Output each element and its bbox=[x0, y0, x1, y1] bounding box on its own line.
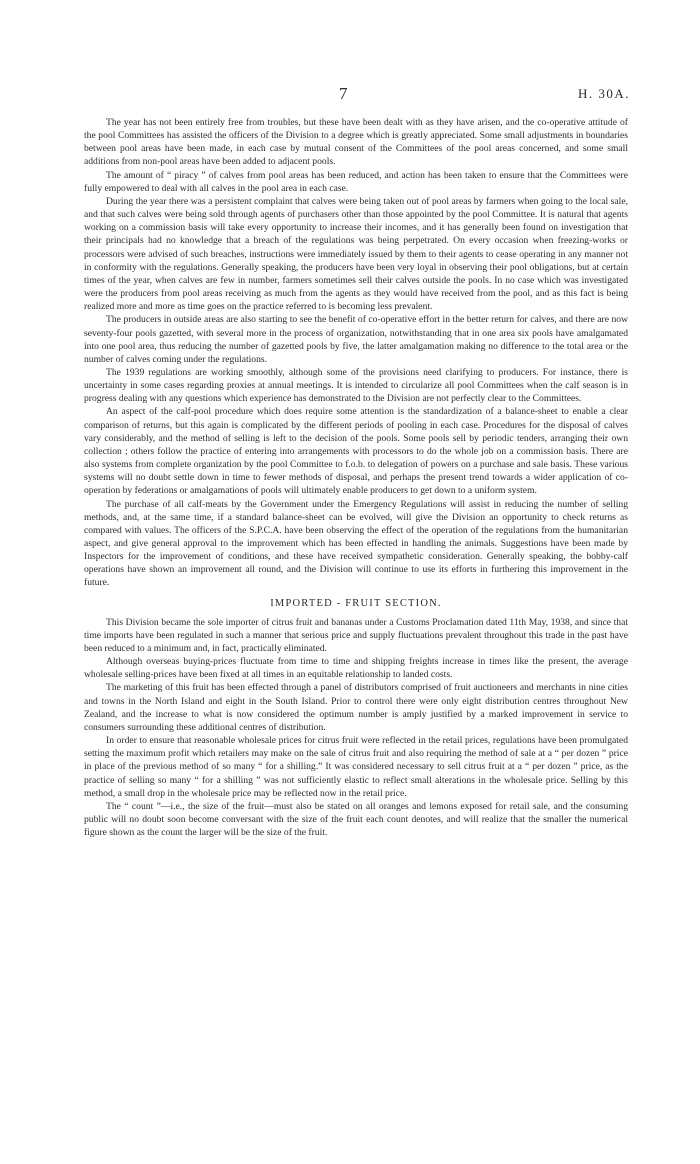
paragraph: The 1939 regulations are working smoothly, although some of the provisions need clarifying to producers. For instance, there is uncertainty in some cases regarding proxies at annual meetings. It is intended to circularize all pool Committees when the calf season is in progress dealing with any questions which experience has demonstrated to the Division are not perfectly clear to the Committees. bbox=[84, 366, 628, 405]
paragraph: The marketing of this fruit has been effected through a panel of distributors comprised of fruit auctioneers and merchants in nine cities and towns in the North Island and eight in the South Island. Prior to control there were only eight distribution centres throughout New Zealand, and the increase to what is now considered the optimum number is amply justified by a marked improvement in service to consumers surrounding these additional centres of distribution. bbox=[84, 682, 628, 733]
imported-fruit-section bbox=[84, 616, 628, 840]
paragraph: In order to ensure that reasonable wholesale prices for citrus fruit were reflected in the retail prices, regulations have been promulgated setting the maximum profit which retailers may make on the sale of citrus fruit and also requiring the method of sale at a “ per dozen ” price in place of the previous method of so many “ for a shilling.” It was considered necessary to sell citrus fruit at a “ per dozen ” price, as the practice of selling so many “ for a shilling ” was not sufficiently elastic to reflect small alterations in the wholesale price. Selling by this method, a small drop in the wholesale price may be reflected now in the retail price. bbox=[84, 735, 628, 799]
paragraph: This Division became the sole importer of citrus fruit and bananas under a Customs Proclamation dated 11th May, 1938, and since that time imports have been regulated in such a manner that serious price and supply fluctuations prevalent throughout this trade in the past have been reduced to a minimum and, in fact, practically eliminated. bbox=[84, 616, 628, 654]
paragraph: The purchase of all calf-meats by the Government under the Emergency Regulations will assist in reducing the number of selling methods, and, at the same time, if a standard balance-sheet can be evolved, will give the Division an opportunity to check returns as compared with values. The officers of the S.P.C.A. have been observing the effect of the operation of the regulations from the humanitarian aspect, and give general approval to the improvement which has been effected in handling the animals. Suggestions have been made by Inspectors for the improvement of conditions, and these have received sympathetic consideration. Generally speaking, the bobby-calf operations have shown an improvement all round, and the Division will continue to use its efforts in furthering this improvement in the future. bbox=[84, 498, 628, 589]
calf-pool-section bbox=[84, 116, 628, 590]
paragraph: The producers in outside areas are also starting to see the benefit of co-operative effort in the better return for calves, and there are now seventy-four pools gazetted, with several more in the process of organization, notwithstanding that in one area six pools have amalgamated into one pool area, thus reducing the number of gazetted pools by five, the latter amalgamation making no difference to the total area or the number of calves coming under the regulations. bbox=[84, 314, 628, 365]
document-reference: H. 30A. bbox=[577, 86, 630, 101]
section-heading: IMPORTED - FRUIT SECTION. bbox=[270, 597, 442, 609]
page-number: 7 bbox=[339, 84, 348, 103]
paragraph: The amount of “ piracy ” of calves from pool areas has been reduced, and action has been taken to ensure that the Committees were fully empowered to deal with all calves in the pool area in each case. bbox=[84, 169, 628, 194]
page-header bbox=[84, 84, 628, 106]
paragraph: An aspect of the calf-pool procedure which does require some attention is the standardization of a balance-sheet to enable a clear comparison of returns, but this again is complicated by the different periods of pooling in each case. Procedures for the disposal of calves vary considerably, and the method of selling is left to the decision of the pools. Some pools sell by periodic tenders, arranging their own collection ; others follow the practice of entering into arrangements with processors to do the whole job on a commission basis. There are also systems from complete organization by the pool Committee to f.o.b. to delegation of powers on a purchase and sale basis. These various systems will no doubt settle down in time to fewer methods of disposal, and perhaps the present trend towards a wider application of co-operation by federations or amalgamations of pools will ultimately enable producers to get down to a uniform system. bbox=[84, 406, 628, 497]
paragraph: During the year there was a persistent complaint that calves were being taken out of pool areas by farmers when going to the local sale, and that such calves were being sold through agents of purchasers other than those appointed by the pool Committee. It is natural that agents working on a commission basis will take every opportunity to increase their incomes, and it has generally been found on investigation that their principals had no knowledge that a breach of the regulations was being perpetrated. On every occasion when freezing-works or processors were advised of such breaches, instructions were immediately issued by them to their agents to cease operating in any manner not in conformity with the regulations. Generally speaking, the producers have been very loyal in observing their pool obligations, but at certain times of the year, when calves are few in number, farmers sometimes sell their calves outside the pools. In no case which was investigated were the producers from pool areas receiving as much from the agents as they would have received from the pool, and as this fact is being realized more and more as time goes on the practice referred to is becoming less prevalent. bbox=[84, 195, 628, 313]
paragraph: The year has not been entirely free from troubles, but these have been dealt with as they have arisen, and the co-operative attitude of the pool Committees has assisted the officers of the Division to a degree which is greatly appreciated. Some small adjustments in boundaries between pool areas have been made, in each case by mutual consent of the Committees of the pool areas concerned, and some small additions from non-pool areas have been added to adjacent pools. bbox=[84, 117, 628, 168]
document-page bbox=[84, 84, 628, 839]
paragraph: The “ count ”—i.e., the size of the fruit—must also be stated on all oranges and lemons exposed for retail sale, and the consuming public will no doubt soon become conversant with the size of the fruit each count denotes, and will realize that the smaller the numerical figure shown as the count the larger will be the size of the fruit. bbox=[84, 800, 628, 839]
paragraph: Although overseas buying-prices fluctuate from time to time and shipping freights increase in times like the present, the average wholesale selling-prices have been fixed at all times in an equitable relationship to landed costs. bbox=[84, 656, 628, 681]
